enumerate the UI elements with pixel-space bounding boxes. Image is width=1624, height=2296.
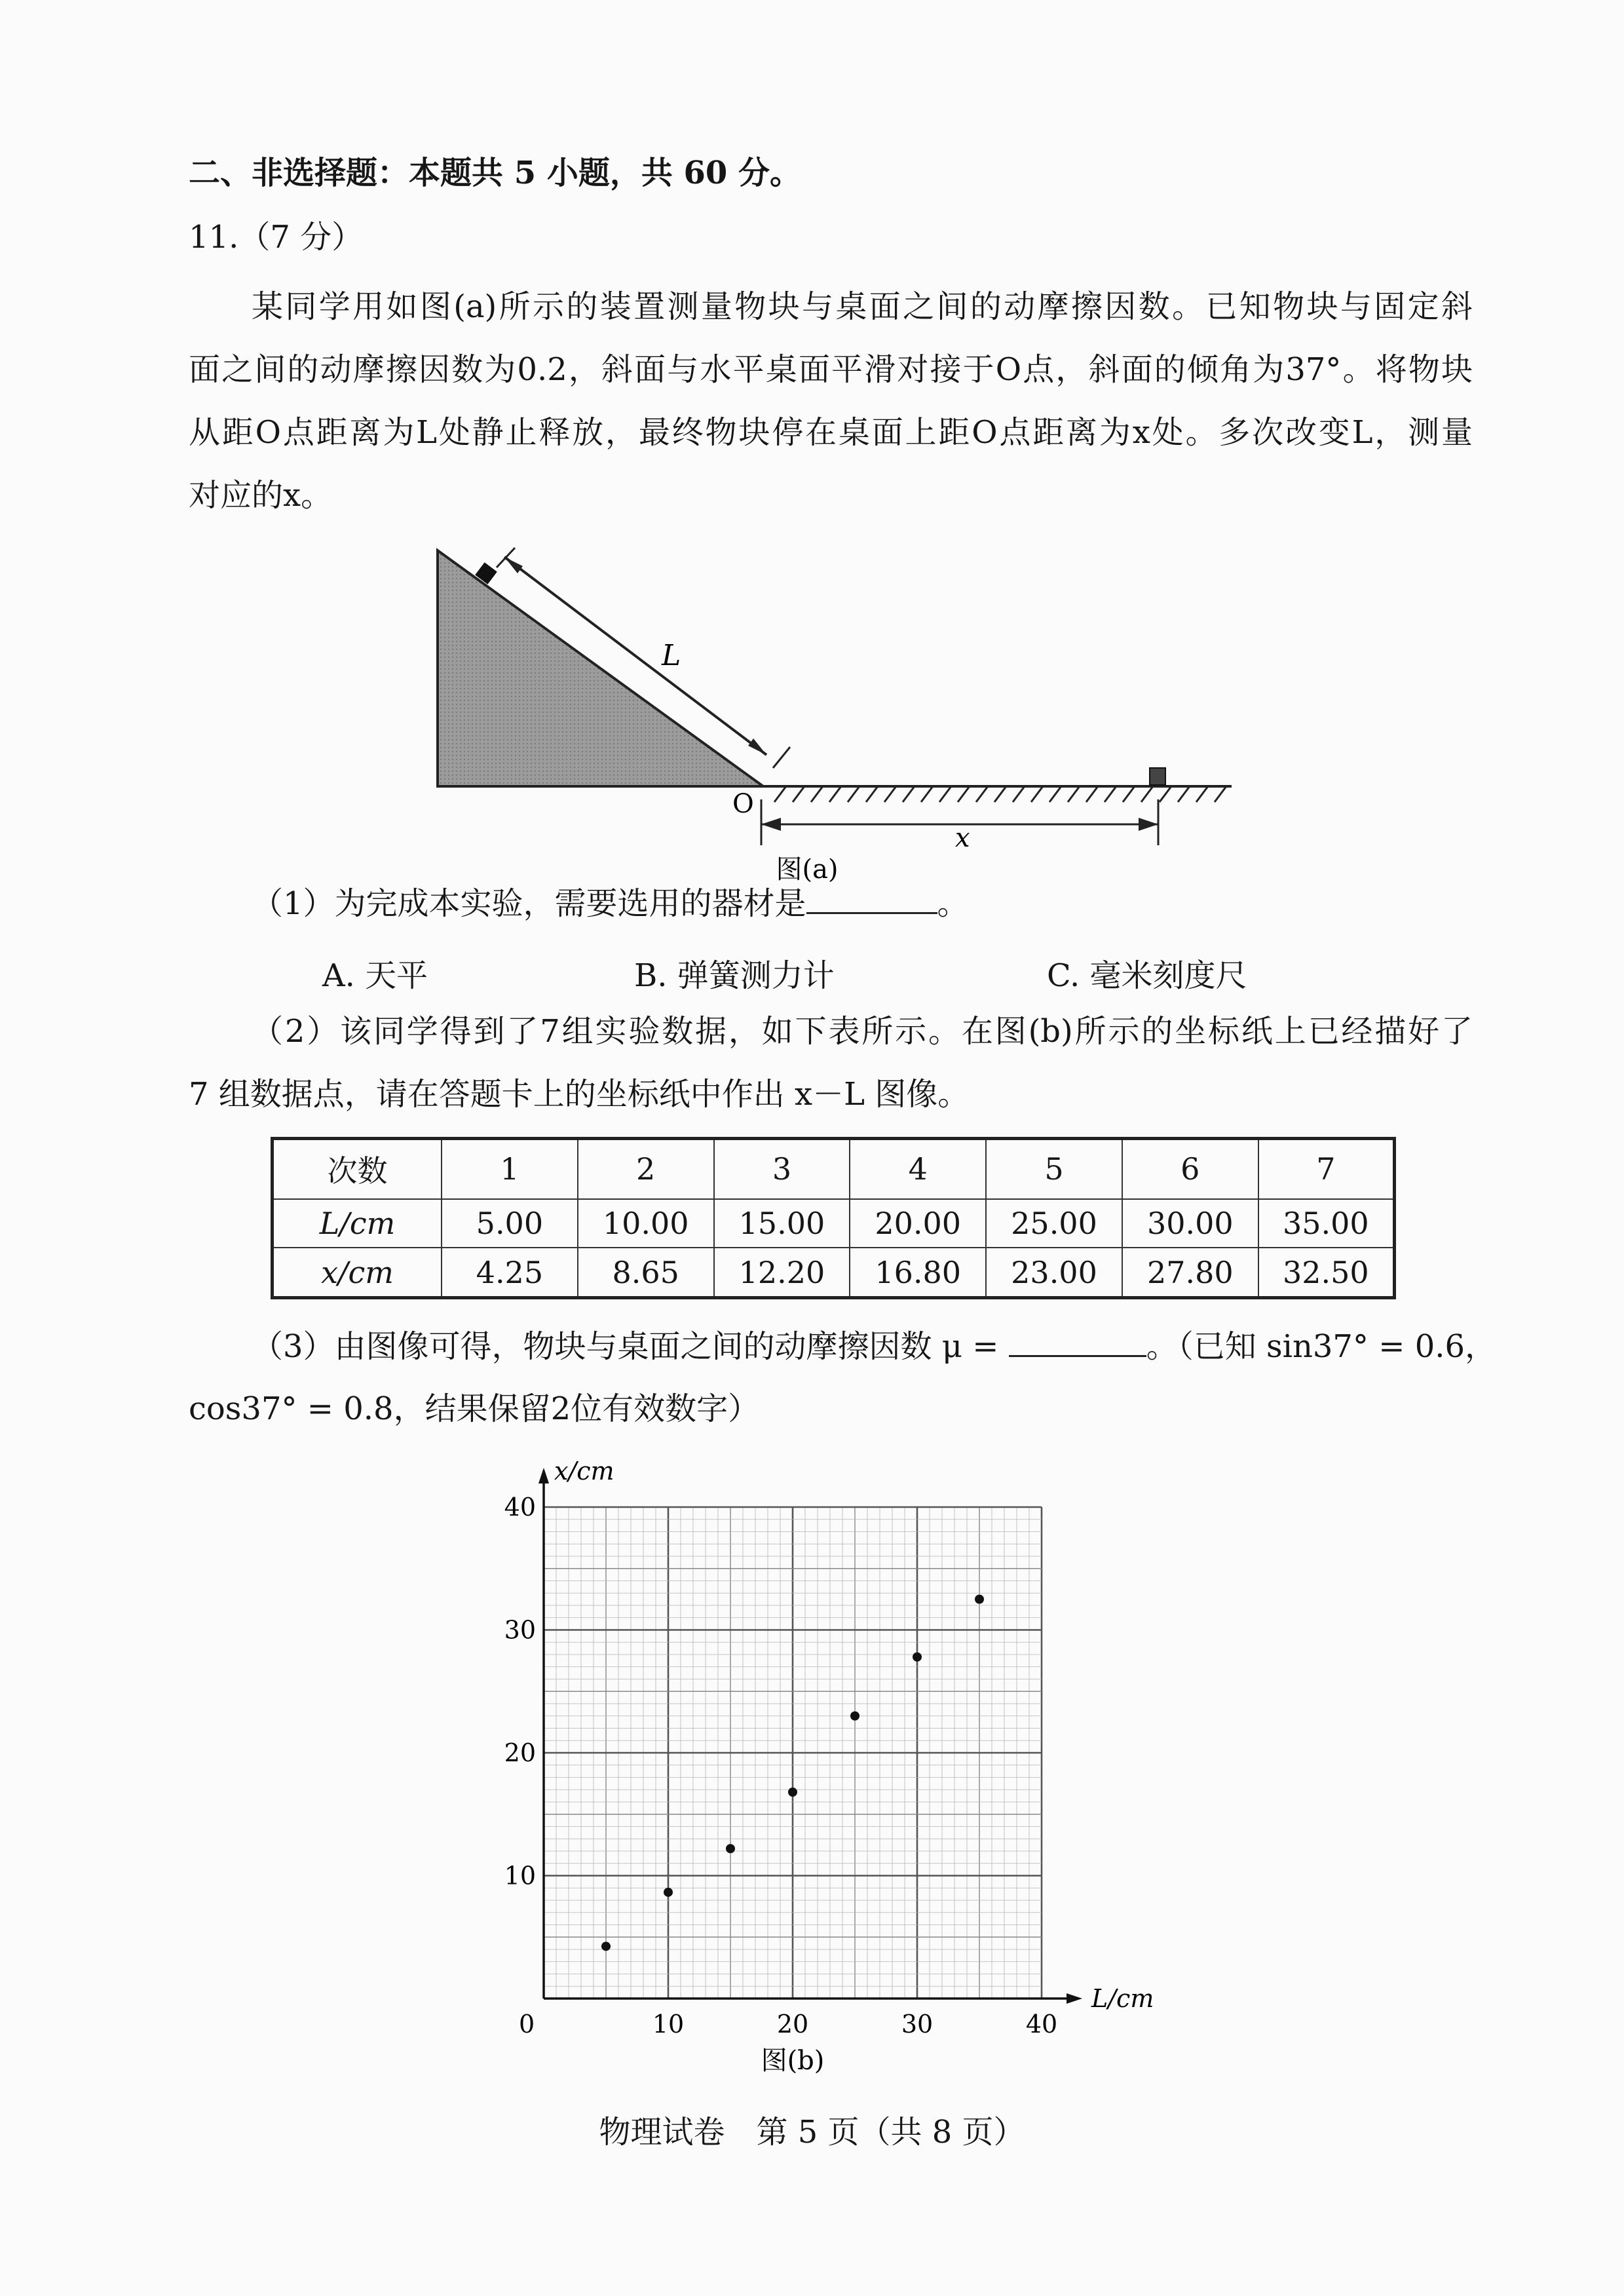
table-cell: 5.00	[442, 1199, 578, 1248]
question-number: 11.（7 分）	[189, 219, 364, 256]
hatch-line	[811, 786, 823, 802]
incline-wedge	[438, 550, 763, 786]
x-tick-label: 20	[776, 2010, 809, 2038]
intro-line-2: 面之间的动摩擦因数为0.2，斜面与水平桌面平滑对接于O点，斜面的倾角为37°。将物块	[189, 351, 1473, 388]
table-cell: 25.00	[986, 1199, 1122, 1248]
table-cell: 20.00	[850, 1199, 986, 1248]
y-axis-arrow	[538, 1468, 549, 1483]
table-header-cell: L/cm	[273, 1199, 442, 1248]
hatch-line	[921, 786, 933, 802]
data-point	[664, 1888, 673, 1897]
intro-line-4: 对应的x。	[189, 477, 333, 514]
x-tick-label: 10	[652, 2010, 685, 2038]
part2-line-1: （2）该同学得到了7组实验数据，如下表所示。在图(b)所示的坐标纸上已经描好了	[252, 1013, 1473, 1050]
table-cell: 35.00	[1258, 1199, 1395, 1248]
hatch-line	[1123, 786, 1135, 802]
table-cell: 32.50	[1258, 1248, 1395, 1297]
part3-question	[252, 1328, 1497, 1365]
page-footer: 物理试卷 第 5 页（共 8 页）	[599, 2114, 1025, 2151]
intro-line-3: 从距O点距离为L处静止释放，最终物块停在桌面上距O点距离为x处。多次改变L，测量	[189, 414, 1473, 451]
hatch-line	[884, 786, 896, 802]
table-cell: 5	[986, 1139, 1122, 1199]
hatch-line	[848, 786, 859, 802]
section-heading: 二、非选择题：本题共 5 小题，共 60 分。	[189, 155, 802, 191]
table-cell: 6	[1122, 1139, 1258, 1199]
table-cell: 8.65	[578, 1248, 714, 1297]
part2-line-2: 7 组数据点，请在答题卡上的坐标纸中作出 x－L 图像。	[189, 1076, 970, 1113]
hatch-line	[774, 786, 786, 802]
table-header-cell: x/cm	[273, 1248, 442, 1297]
hatch-line	[1031, 786, 1043, 802]
hatch-line	[903, 786, 915, 802]
hatch-line	[994, 786, 1006, 802]
hatch-line	[1049, 786, 1061, 802]
part1-prefix: （1）为完成本实验，需要选用的器材是	[252, 885, 806, 922]
arrow-head	[504, 557, 523, 573]
table-cell: 15.00	[714, 1199, 850, 1248]
part3-line-2: cos37° = 0.8，结果保留2位有效数字）	[189, 1390, 760, 1427]
table-cell: 16.80	[850, 1248, 986, 1297]
chart-axes	[538, 1468, 1082, 2004]
data-point	[601, 1942, 611, 1951]
hatch-line	[1178, 786, 1190, 802]
part3-prefix: （3）由图像可得，物块与桌面之间的动摩擦因数 μ =	[252, 1328, 1009, 1365]
data-point	[975, 1595, 984, 1604]
hatch-line	[1068, 786, 1080, 802]
data-table	[271, 1137, 1396, 1299]
y-tick-label: 20	[504, 1738, 536, 1767]
part1-suffix: 。	[937, 885, 969, 922]
arrow-head	[748, 738, 766, 755]
option-b: B. 弹簧测力计	[634, 957, 835, 994]
answer-blank	[806, 886, 937, 914]
y-axis-label: x/cm	[554, 1457, 614, 1485]
hatch-line	[866, 786, 878, 802]
table-cell: 10.00	[578, 1199, 714, 1248]
figure-b-caption: 图(b)	[761, 2046, 825, 2076]
hatch-line	[793, 786, 804, 802]
label-O: O	[732, 789, 754, 819]
hatch-line	[1215, 786, 1226, 802]
hatch-line	[958, 786, 970, 802]
table-cell: 30.00	[1122, 1199, 1258, 1248]
figure-a-caption: 图(a)	[776, 854, 839, 885]
block-on-table	[1150, 768, 1165, 785]
table-cell: 23.00	[986, 1248, 1122, 1297]
chart-ticks	[504, 1493, 1058, 2038]
option-a: A. 天平	[322, 957, 428, 994]
x-axis-label: L/cm	[1091, 1984, 1154, 2013]
data-point	[913, 1653, 922, 1662]
label-x: x	[955, 823, 970, 853]
figure-a	[419, 537, 1245, 891]
x-axis-arrow	[1067, 1993, 1082, 2004]
part2-question	[189, 1000, 1473, 1126]
table-cell: 7	[1258, 1139, 1395, 1199]
hatch-line	[1141, 786, 1153, 802]
hatch-line	[829, 786, 841, 802]
table-cell: 27.80	[1122, 1248, 1258, 1297]
table-cell: 4	[850, 1139, 986, 1199]
hatch-line	[1013, 786, 1025, 802]
hatch-line	[1196, 786, 1208, 802]
arrow-head	[761, 818, 781, 831]
table-row	[273, 1199, 1395, 1248]
data-point	[850, 1712, 859, 1721]
table-header-cell: 次数	[273, 1139, 442, 1199]
table-cell: 1	[442, 1139, 578, 1199]
hatch-line	[1105, 786, 1116, 802]
table-cell: 12.20	[714, 1248, 850, 1297]
x-tick-label: 40	[1025, 2010, 1058, 2038]
figure-b-chart	[485, 1442, 1232, 2084]
answer-blank	[1009, 1329, 1146, 1357]
data-point	[726, 1844, 735, 1853]
table-cell: 2	[578, 1139, 714, 1199]
question-intro	[189, 275, 1473, 527]
table-cell: 4.25	[442, 1248, 578, 1297]
option-c: C. 毫米刻度尺	[1047, 957, 1247, 994]
y-tick-label: 30	[504, 1615, 536, 1645]
hatch-line	[1160, 786, 1171, 802]
hatch-line	[976, 786, 988, 802]
chart-grid	[544, 1507, 1042, 1999]
data-point	[788, 1788, 797, 1797]
label-L: L	[662, 639, 681, 672]
table-cell: 3	[714, 1139, 850, 1199]
y-tick-label: 10	[504, 1861, 536, 1890]
tick-mark	[773, 747, 790, 768]
origin-label: 0	[519, 2010, 535, 2038]
y-tick-label: 40	[504, 1493, 536, 1521]
table-row	[273, 1248, 1395, 1297]
x-tick-label: 30	[901, 2010, 934, 2038]
intro-line-1: 某同学用如图(a)所示的装置测量物块与桌面之间的动摩擦因数。已知物块与固定斜	[252, 288, 1473, 325]
hatch-line	[939, 786, 951, 802]
part3-suffix: 。（已知 sin37° = 0.6，	[1146, 1328, 1497, 1365]
table-row	[273, 1139, 1395, 1199]
part1-question	[252, 885, 969, 922]
hatch-line	[1086, 786, 1098, 802]
arrow-head	[1139, 818, 1158, 831]
